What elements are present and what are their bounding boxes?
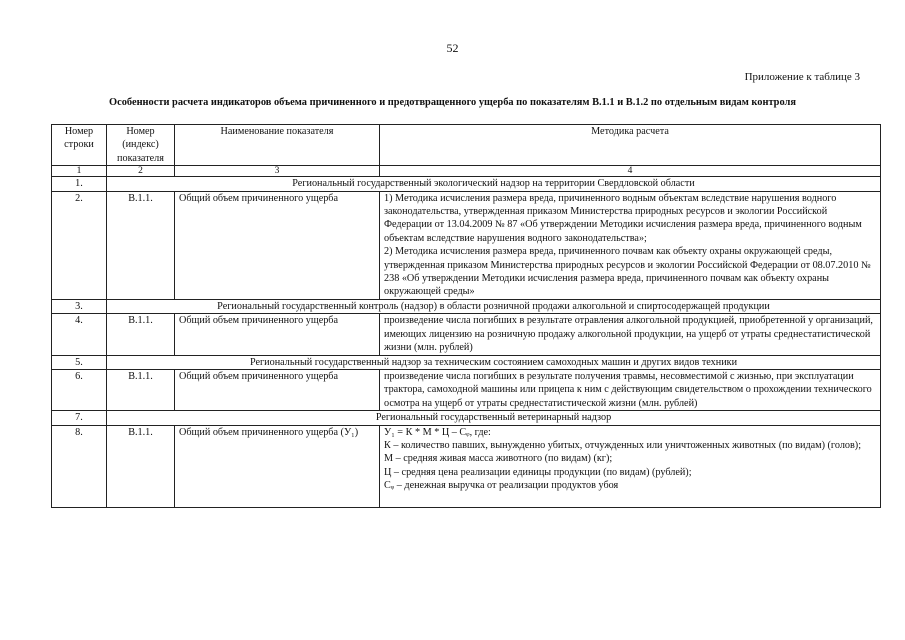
header-row-number: Номер строки — [52, 125, 107, 166]
row-number: 5. — [52, 355, 107, 369]
calculation-method: произведение числа погибших в результате получения травмы, несовместимой с жизнью, при эксплуатации трактора, самоходной машины или прицепа к ним с действующим свидетельством о прохождении технического осмотра на ущерб от утраты среднестатистической жизни (млн. рублей) — [380, 369, 881, 410]
calculation-method — [380, 191, 881, 299]
row-number: 7. — [52, 411, 107, 425]
formula-term: М – средняя живая масса животного (по видам) (кг); — [384, 453, 613, 465]
section-row — [52, 411, 881, 425]
formula-term: К – количество павших, вынужденно убитых, отчужденных или уничтоженных животных (по видам) (голов); — [384, 439, 862, 451]
indicator-name: Общий объем причиненного ущерба — [175, 369, 380, 410]
calculation-method — [380, 425, 881, 507]
row-number: 6. — [52, 369, 107, 410]
column-number: 3 — [175, 166, 380, 177]
header-method: Методика расчета — [380, 125, 881, 166]
column-number: 4 — [380, 166, 881, 177]
section-row — [52, 299, 881, 313]
column-number: 1 — [52, 166, 107, 177]
indicator-table — [51, 124, 881, 508]
section-row — [52, 177, 881, 191]
row-number: 4. — [52, 314, 107, 355]
column-number-row — [52, 166, 881, 177]
row-number: 2. — [52, 191, 107, 299]
table-row — [52, 314, 881, 355]
formula-term: Сᵩ – денежная выручка от реализации продуктов убоя — [384, 480, 619, 492]
row-number: 8. — [52, 425, 107, 507]
indicator-name: Общий объем причиненного ущерба — [175, 191, 380, 299]
column-number: 2 — [107, 166, 175, 177]
indicator-name: Общий объем причиненного ущерба (У₁) — [175, 425, 380, 507]
section-title: Региональный государственный ветеринарный надзор — [107, 411, 881, 425]
section-title: Региональный государственный экологический надзор на территории Свердловской области — [107, 177, 881, 191]
appendix-label: Приложение к таблице 3 — [744, 71, 860, 83]
table-row — [52, 191, 881, 299]
formula: У₁ = К * М * Ц – Сᵩ, где: — [384, 426, 491, 438]
calculation-method: произведение числа погибших в результате отравления алкогольной продукцией, приобретенной у организаций, имеющих лицензию на розничную продажу алкогольной продукции, на ущерб от утраты среднестатистической жизни (млн. рублей) — [380, 314, 881, 355]
section-title: Региональный государственный надзор за техническим состоянием самоходных машин и других видов техники — [107, 355, 881, 369]
table-row — [52, 369, 881, 410]
method-item: 1) Методика исчисления размера вреда, причиненного водным объектам вследствие нарушения водного законодательства, утвержденная приказом Министерства природных ресурсов и экологии Российской Федерации от 13.04.2009 № 87 «Об утверждении Методики исчисления размера вреда, причиненного водным объектам вследствие нарушения водного законодательства»; — [384, 192, 862, 244]
indicator-index: В.1.1. — [107, 191, 175, 299]
method-item: 2) Методика исчисления размера вреда, причиненного почвам как объекту охраны окружающей среды, утвержденная приказом Министерства природных ресурсов и экологии Российской Федерации от 08.07.2010 № 238 «Об утверждении Методики исчисления размера вреда, причиненного почвам как объекту охраны окружающей среды» — [384, 246, 871, 298]
document-title: Особенности расчета индикаторов объема причиненного и предотвращенного ущерба по показателям В.1.1 и В.1.2 по отдельным видам контроля — [109, 97, 796, 108]
formula-term: Ц – средняя цена реализации единицы продукции (по видам) (рублей); — [384, 466, 692, 478]
section-row — [52, 355, 881, 369]
row-number: 1. — [52, 177, 107, 191]
indicator-index: В.1.1. — [107, 314, 175, 355]
table-row — [52, 425, 881, 507]
row-number: 3. — [52, 299, 107, 313]
header-indicator-name: Наименование показателя — [175, 125, 380, 166]
indicator-name: Общий объем причиненного ущерба — [175, 314, 380, 355]
table-header-row — [52, 125, 881, 166]
page-number: 52 — [446, 41, 459, 55]
indicator-index: В.1.1. — [107, 369, 175, 410]
indicator-index: В.1.1. — [107, 425, 175, 507]
header-index-number: Номер (индекс) показателя — [107, 125, 175, 166]
section-title: Региональный государственный контроль (надзор) в области розничной продажи алкогольной и спиртосодержащей продукции — [107, 299, 881, 313]
